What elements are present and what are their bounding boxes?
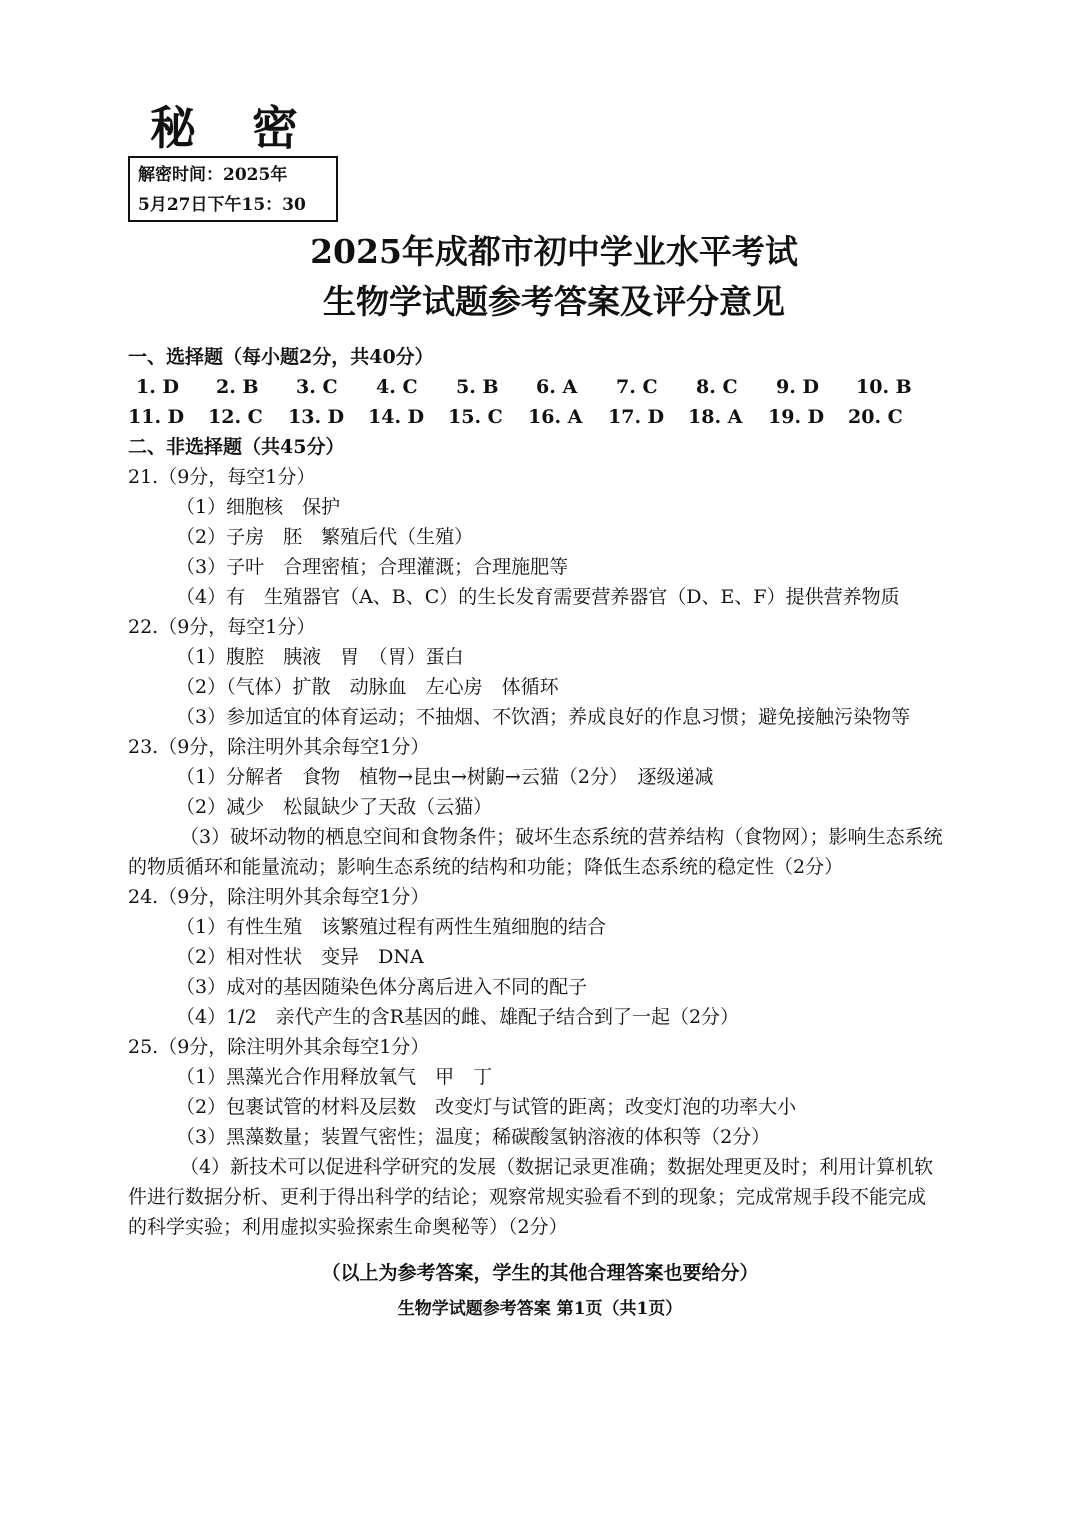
exam-title: 2025年成都市初中学业水平考试 [310,232,798,271]
q21-answer: （4）有 生殖器官（A、B、C）的生长发育需要营养器官（D、E、F）提供营养物质 [176,586,900,608]
q25-answer: （1）黑藻光合作用释放氧气 甲 丁 [176,1066,493,1088]
mc-answers-row2 [128,402,943,432]
release-time-box [128,156,338,222]
mc-answer: 12. C [208,406,263,428]
q24-answer: （4）1/2 亲代产生的含R基因的雌、雄配子结合到了一起（2分） [176,1006,740,1028]
release-time-line2: 5月27日下午15：30 [138,195,306,215]
mc-answers-row1 [128,372,943,402]
mc-answer: 6. A [536,376,578,398]
q24-answer: （3）成对的基因随染色体分离后进入不同的配子 [176,976,588,998]
mc-answer: 19. D [768,406,825,428]
mc-answer: 7. C [616,376,658,398]
q22-answer: （1）腹腔 胰液 胃 （胃）蛋白 [176,646,464,668]
q21-answer: （2）子房 胚 繁殖后代（生殖） [176,526,474,548]
mc-answer: 11. D [128,406,185,428]
q21-answer: （3）子叶 合理密植；合理灌溉；合理施肥等 [176,556,569,578]
q25-heading: 25.（9分，除注明外其余每空1分） [128,1036,430,1058]
section2-heading: 二、非选择题（共45分） [128,436,345,458]
mc-answer: 5. B [456,376,499,398]
mc-answer: 14. D [368,406,425,428]
q23-answer: （3）破坏动物的栖息空间和食物条件；破坏生态系统的营养结构（食物网）；影响生态系统的物质循环和能量流动；影响生态系统的结构和功能；降低生态系统的稳定性（2分） [128,826,943,878]
mc-answer: 2. B [216,376,259,398]
secret-stamp: 秘密 [150,101,354,155]
answer-content [128,342,943,1242]
mc-answer: 10. B [856,376,912,398]
mc-answer: 8. C [696,376,738,398]
mc-answer: 20. C [848,406,903,428]
section1-heading: 一、选择题（每小题2分，共40分） [128,346,434,368]
q25-answer: （4）新技术可以促进科学研究的发展（数据记录更准确；数据处理更及时；利用计算机软件进行数据分析、更利于得出科学的结论；观察常规实验看不到的现象；完成常规手段不能完成的科学实验；利用虚拟实验探索生命奥秘等）（2分） [128,1156,934,1238]
q21-answer: （1）细胞核 保护 [176,496,341,518]
mc-answer: 4. C [376,376,418,398]
release-time-line1: 解密时间：2025年 [138,165,288,185]
q24-answer: （2）相对性状 变异 DNA [176,946,424,968]
page-footer: 生物学试题参考答案 第1页（共1页） [397,1299,683,1319]
q22-answer: （2）（气体）扩散 动脉血 左心房 体循环 [176,676,559,698]
mc-answer: 16. A [528,406,583,428]
q22-answer: （3）参加适宜的体育运动；不抽烟、不饮酒；养成良好的作息习惯；避免接触污染物等 [176,706,911,728]
mc-answer: 13. D [288,406,345,428]
q24-heading: 24.（9分，除注明外其余每空1分） [128,886,430,908]
mc-answer: 9. D [776,376,819,398]
mc-answer: 15. C [448,406,503,428]
q22-heading: 22.（9分，每空1分） [128,616,316,638]
q24-answer: （1）有性生殖 该繁殖过程有两性生殖细胞的结合 [176,916,607,938]
q23-answer: （1）分解者 食物 植物→昆虫→树鼩→云猫（2分） 逐级递减 [176,766,714,788]
q23-answer: （2）减少 松鼠缺少了天敌（云猫） [176,796,493,818]
q23-heading: 23.（9分，除注明外其余每空1分） [128,736,430,758]
q21-heading: 21.（9分，每空1分） [128,466,316,488]
mc-answer: 1. D [136,376,179,398]
q25-answer: （2）包裹试管的材料及层数 改变灯与试管的距离；改变灯泡的功率大小 [176,1096,797,1118]
mc-answer: 17. D [608,406,665,428]
grading-note: （以上为参考答案，学生的其他合理答案也要给分） [321,1262,759,1284]
q25-answer: （3）黑藻数量；装置气密性；温度；稀碳酸氢钠溶液的体积等（2分） [176,1126,771,1148]
mc-answer: 3. C [296,376,338,398]
document-title: 生物学试题参考答案及评分意见 [323,282,785,321]
mc-answer: 18. A [688,406,743,428]
